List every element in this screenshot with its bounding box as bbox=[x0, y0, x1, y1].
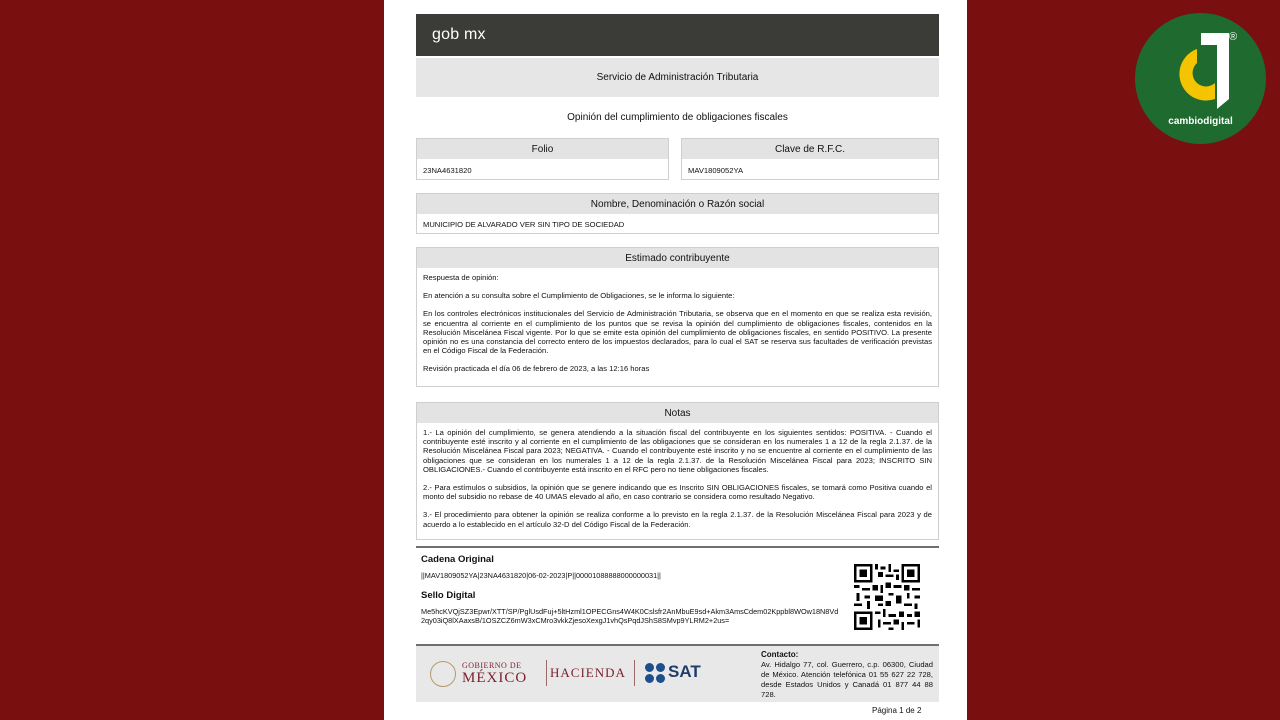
eagle-emblem-icon bbox=[430, 661, 456, 687]
nota-3: 3.- El procedimiento para obtener la opinión se realiza conforme a lo previsto en la regla 2.1.37. de la Resolución Miscelánea Fiscal para 2023 y de acuerdo a lo establecido en el artículo 32-D del Código Fiscal de la Federación. bbox=[423, 510, 932, 529]
registered-mark: ® bbox=[1229, 31, 1238, 43]
estimado-p2: En atención a su consulta sobre el Cumplimiento de Obligaciones, se le informa lo siguiente: bbox=[423, 291, 735, 301]
sat-dots-icon bbox=[644, 662, 666, 684]
sat-logo: SAT bbox=[644, 660, 744, 686]
notas-label: Notas bbox=[417, 403, 938, 423]
contact-info bbox=[761, 650, 933, 700]
nota-1: 1.- La opinión del cumplimiento, se genera atendiendo a la situación fiscal del contribuyente en los siguientes sentidos: POSITIVA. - Cuando el contribuyente esté inscrito y al corriente en el cumplimiento de las obligaciones que se consideran en los numerales 1 a 12 de la regla 2.1.37. de la Resolución Miscelánea Fiscal para 2023; NEGATIVA. - Cuando el contribuyente esté inscrito y no se encuentre al corriente en el cumplimiento de las obligaciones que se consideran en los numerales 1 a 12 de la regla 2.1.37. de la Resolución Miscelánea Fiscal para 2023; INSCRITO SIN OBLIGACIONES.- Cuando el contribuyente está inscrito en el RFC pero no tiene obligaciones fiscales. bbox=[423, 428, 932, 474]
notas-box bbox=[416, 402, 939, 540]
folio-value: 23NA4631820 bbox=[423, 166, 472, 175]
rfc-box bbox=[681, 138, 939, 180]
name-box bbox=[416, 193, 939, 234]
footer-divider bbox=[546, 660, 547, 686]
rfc-value: MAV1809052YA bbox=[688, 166, 744, 175]
cadena-label: Cadena Original bbox=[421, 554, 494, 565]
contact-label: Contacto: bbox=[761, 650, 799, 659]
cambiodigital-logo bbox=[1135, 13, 1266, 144]
cadena-section bbox=[416, 546, 939, 636]
estimado-p3: En los controles electrónicos institucionales del Servicio de Administración Tributaria, se observa que en el momento en que se realiza esta revisión, se encuentra al corriente en el cumplimiento de los puntos que se revisa la opinión del cumplimiento de obligaciones fiscales, contenidos en la Resolución Miscelánea Fiscal vigente. Por lo que se emite esta opinión del cumplimiento de obligaciones fiscales, en sentido POSITIVO. La presente opinión no es una constancia del correcto entero de los impuestos declarados, para lo cual el SAT se reserva sus facultades de verificación previstas en el Código Fiscal de la Federación. bbox=[423, 309, 932, 356]
folio-label: Folio bbox=[417, 139, 668, 159]
name-value: MUNICIPIO DE ALVARADO VER SIN TIPO DE SOCIEDAD bbox=[423, 220, 625, 229]
gob-mx-brand: gob mx bbox=[432, 26, 486, 43]
page-number: Página 1 de 2 bbox=[872, 706, 922, 715]
sello-label: Sello Digital bbox=[421, 590, 476, 601]
estimado-box bbox=[416, 247, 939, 387]
document-page bbox=[384, 0, 967, 720]
hacienda-logo: HACIENDA bbox=[550, 665, 626, 680]
sello-value: Me5hcKVQjSZ3Epwr/XTT/SP/PglUsdFuj+5ltHzml1OPECGns4W4K0Cslsfr2AnMbuE9sd+Akm3AmsCdem02Kppbl8WOw18N8Vd2qy03iQ8lXAaxsB/1OSZCZ6mW3xCMro3vkkZjesoXexgJ1vhQsPqdJShS8SMvp9YLRM2+2us= bbox=[421, 607, 839, 625]
document-title: Opinión del cumplimiento de obligaciones fiscales bbox=[567, 112, 788, 123]
cambiodigital-text: cambiodigital bbox=[1168, 116, 1233, 127]
gob-mx-header bbox=[416, 14, 939, 56]
nota-2: 2.- Para estímulos o subsidios, la opinión que se genere indicando que es Inscrito SIN OBLIGACIONES fiscales, se tomará como Positiva cuando el monto del subsidio no rebase de 40 UMAS elevado al año, en caso contrario se considera como resultado Negativo. bbox=[423, 483, 932, 502]
estimado-label: Estimado contribuyente bbox=[417, 248, 938, 268]
estimado-p1: Respuesta de opinión: bbox=[423, 273, 499, 282]
estimado-p4: Revisión practicada el día 06 de febrero de 2023, a las 12:16 horas bbox=[423, 364, 650, 374]
qr-code-icon bbox=[854, 564, 920, 630]
folio-box bbox=[416, 138, 669, 180]
footer-bar bbox=[416, 644, 939, 702]
name-label: Nombre, Denominación o Razón social bbox=[417, 194, 938, 214]
gobierno-de-mexico-logo: GOBIERNO DE MÉXICO bbox=[430, 658, 546, 688]
agency-title-box bbox=[416, 58, 939, 97]
footer-divider bbox=[634, 660, 635, 686]
rfc-label: Clave de R.F.C. bbox=[682, 139, 938, 159]
cadena-value: ||MAV1809052YA|23NA4631820|06-02-2023|P||00001088888000000031|| bbox=[421, 571, 661, 580]
agency-title: Servicio de Administración Tributaria bbox=[596, 72, 759, 83]
contact-text: Av. Hidalgo 77, col. Guerrero, c.p. 06300, Ciudad de México. Atención telefónica 01 55 627 22 728, desde Estados Unidos y Canadá 01 877 44 88 728. bbox=[761, 660, 933, 699]
